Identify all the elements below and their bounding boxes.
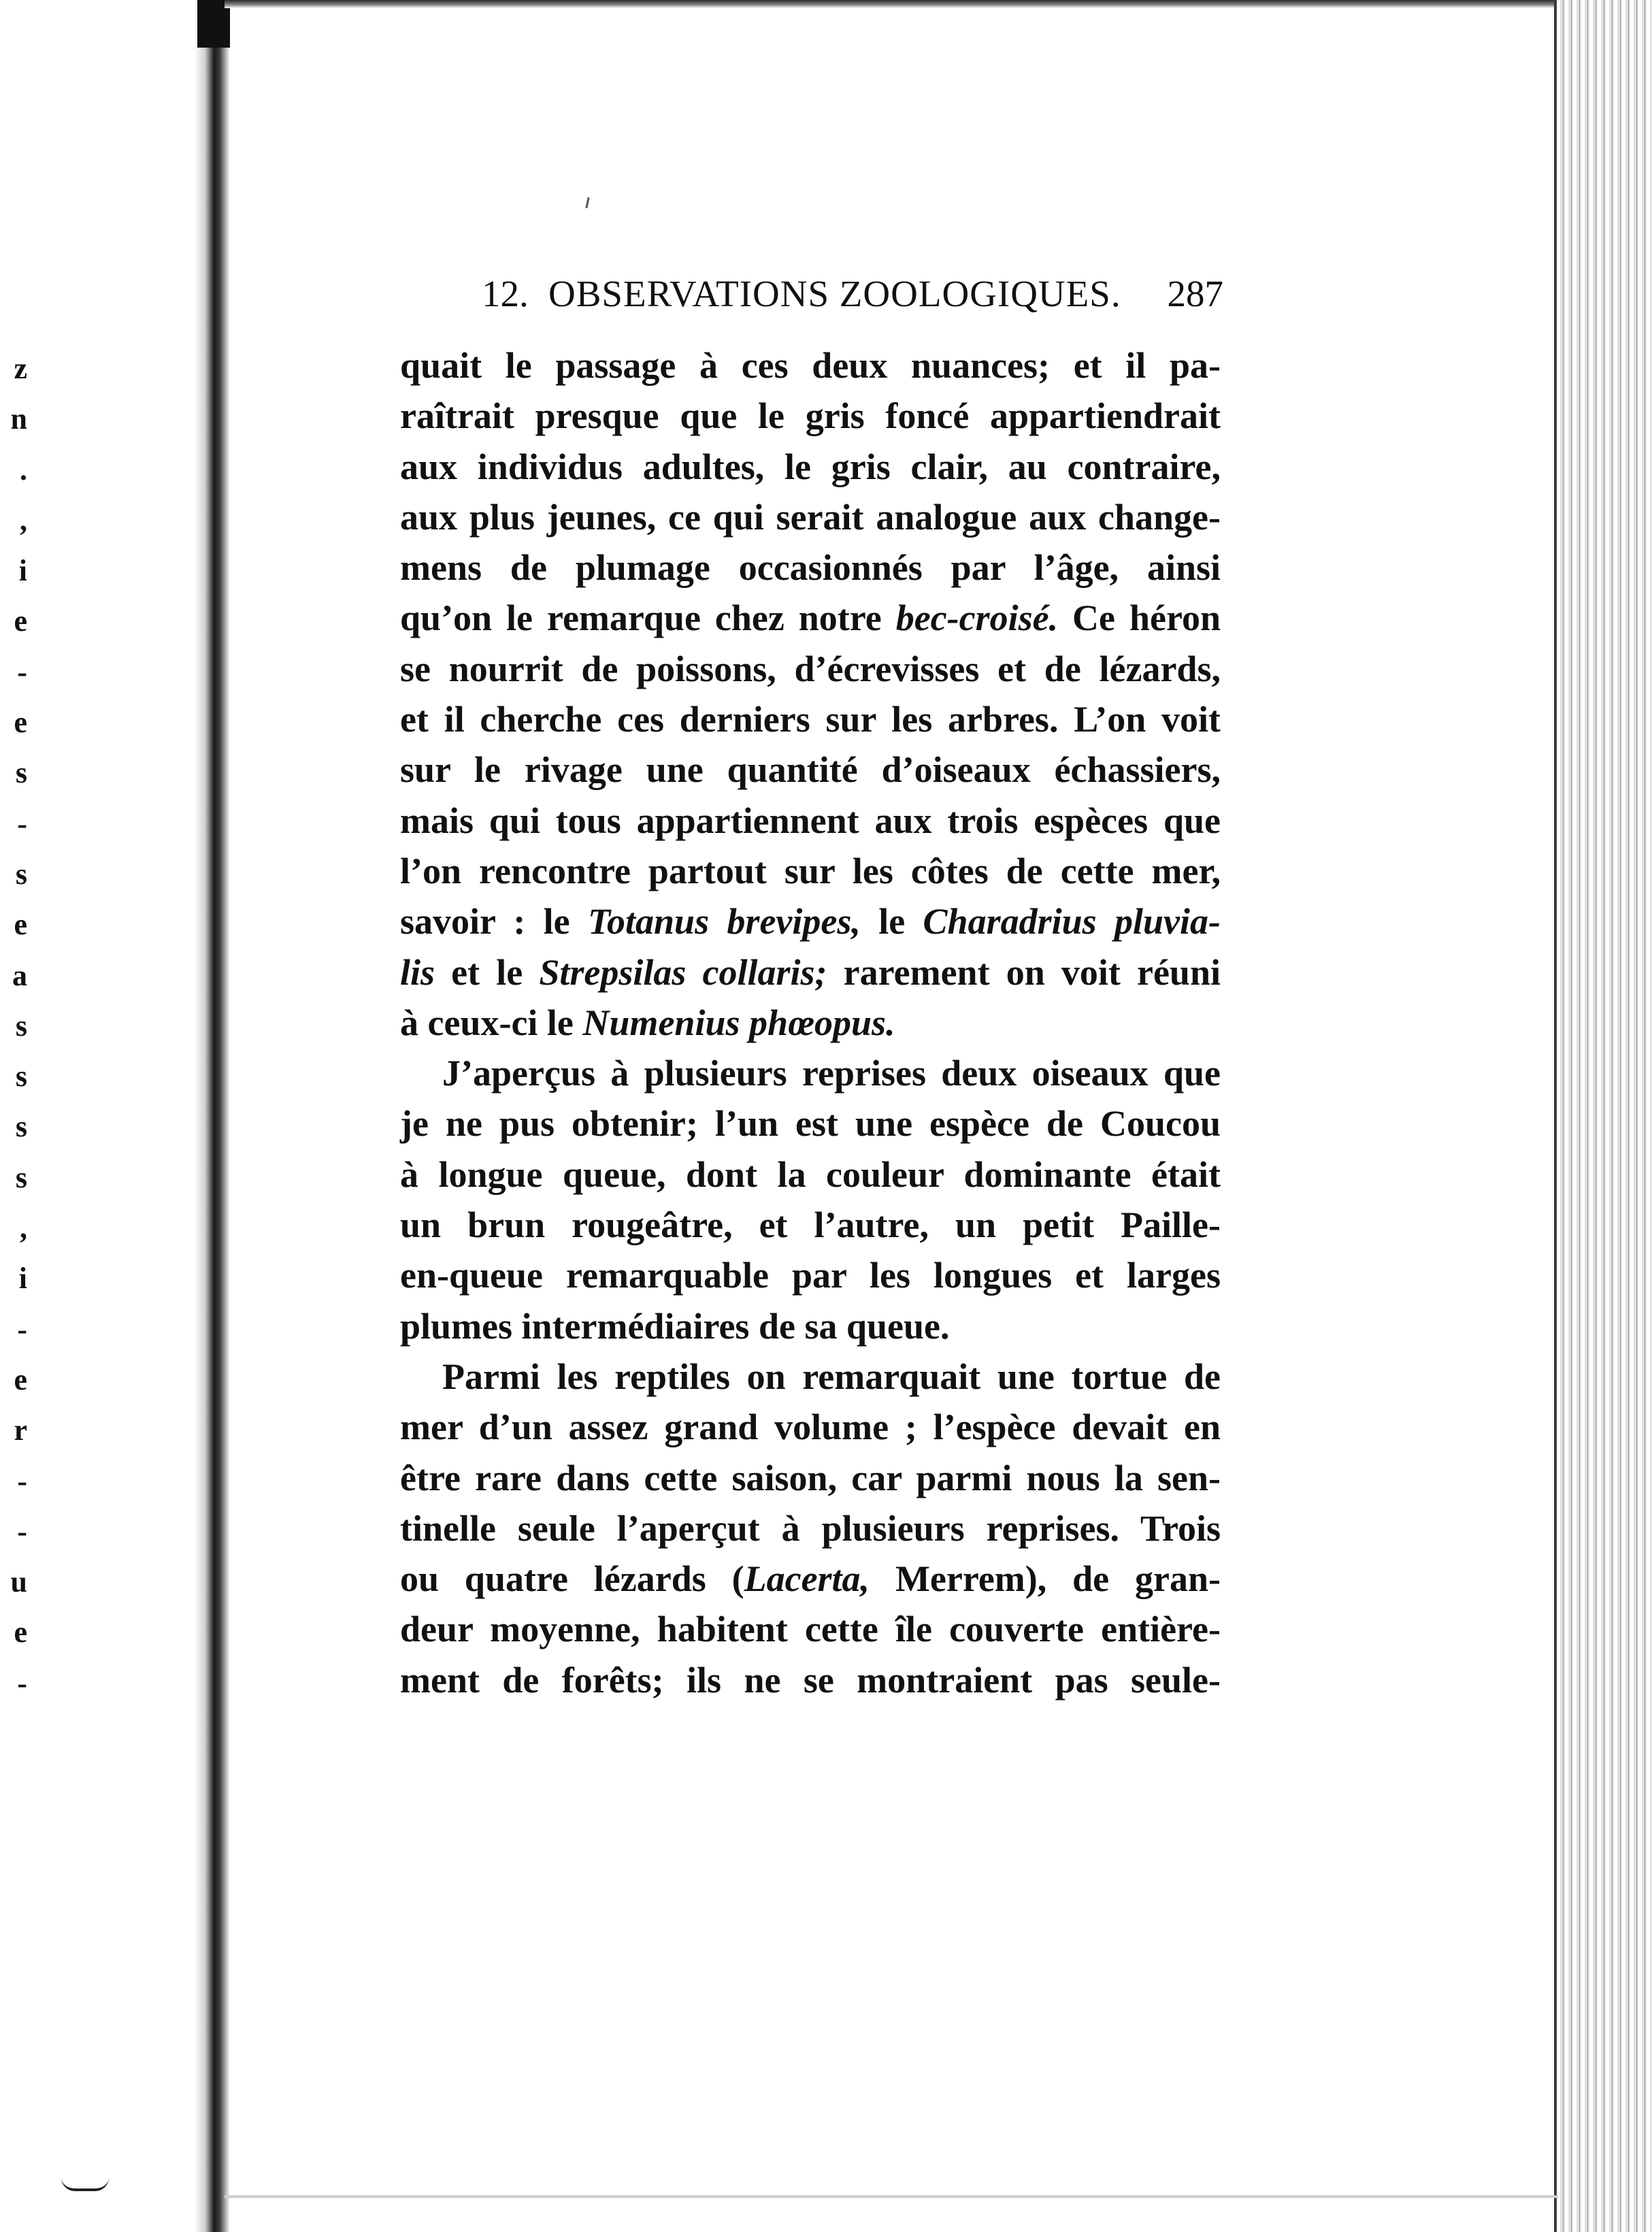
text-segment: Merrem), de gran- <box>870 1558 1221 1600</box>
italic-text: Charadrius pluvia- <box>923 901 1221 942</box>
text-segment: mais qui tous appartiennent aux trois espèces que <box>400 800 1221 841</box>
text-line <box>400 593 1221 643</box>
text-line <box>400 340 1221 391</box>
left-page-letter: s <box>15 857 27 891</box>
text-segment: rarement on voit réuni <box>827 951 1221 993</box>
text-line <box>400 1351 1221 1402</box>
italic-text: Totanus brevipes, <box>587 901 861 942</box>
text-segment: mens de plumage occasionnés par l’âge, ainsi <box>400 547 1221 589</box>
text-line <box>400 1453 1221 1503</box>
book-gutter-shadow <box>195 0 230 2232</box>
text-segment: à ceux-ci le <box>400 1002 583 1043</box>
left-page-letter: , <box>20 503 27 537</box>
italic-text: Numenius phœopus. <box>582 1002 895 1043</box>
text-segment: et il cherche ces derniers sur les arbres. L’on voit <box>400 699 1221 740</box>
left-page-margin-letters <box>0 344 27 1709</box>
italic-text: Lacerta, <box>744 1558 870 1600</box>
left-page-letter: z <box>14 352 27 385</box>
left-page-letter: - <box>17 1464 27 1498</box>
text-segment: je ne pus obtenir; l’un est une espèce de Coucou <box>400 1103 1221 1145</box>
text-line <box>400 1503 1221 1554</box>
left-page-letter: s <box>15 1110 27 1144</box>
left-page-letter: u <box>10 1565 27 1599</box>
text-line <box>400 391 1221 441</box>
text-segment: qu’on le remarque chez notre <box>400 597 896 639</box>
text-segment: à longue queue, dont la couleur dominante était <box>400 1153 1221 1195</box>
left-page-letter: e <box>14 706 27 740</box>
left-page-letter: - <box>17 655 27 689</box>
text-segment: tinelle seule l’aperçut à plusieurs reprises. Trois <box>400 1507 1221 1549</box>
text-segment: l’on rencontre partout sur les côtes de cette mer, <box>400 850 1221 891</box>
scan-mark <box>61 2178 109 2191</box>
left-page-letter: - <box>17 1312 27 1346</box>
text-line <box>400 1200 1221 1250</box>
text-segment: quait le passage à ces deux nuances; et il pa- <box>400 345 1221 386</box>
text-line <box>400 1402 1221 1452</box>
text-line <box>400 1250 1221 1300</box>
left-page-letter: e <box>14 604 27 638</box>
left-page-letter: - <box>17 1514 27 1548</box>
left-page-letter: - <box>17 806 27 840</box>
page-stack-edge <box>1557 0 1652 2232</box>
text-segment: Parmi les reptiles on remarquait une tortue de <box>442 1356 1221 1397</box>
text-segment: mer d’un assez grand volume ; l’espèce devait en <box>400 1407 1221 1448</box>
running-head <box>482 267 1223 321</box>
left-page-letter: i <box>18 1262 27 1296</box>
left-page-letter: s <box>15 1008 27 1043</box>
text-line <box>400 1098 1221 1149</box>
text-segment: deur moyenne, habitent cette île couverte entière- <box>400 1609 1221 1650</box>
text-line <box>400 644 1221 694</box>
text-segment: ment de forêts; ils ne se montraient pas seule- <box>400 1659 1221 1701</box>
left-page-letter: e <box>14 1362 27 1396</box>
chapter-title: OBSERVATIONS ZOOLOGIQUES. <box>548 273 1121 314</box>
page-number: 287 <box>1167 273 1223 314</box>
left-page-letter: - <box>17 1666 27 1700</box>
text-line <box>400 1554 1221 1604</box>
left-page-letter: n <box>10 402 27 436</box>
text-segment: Ce héron <box>1058 597 1221 639</box>
text-line <box>400 896 1221 947</box>
text-segment: se nourrit de poissons, d’écrevisses et de lézards, <box>400 648 1221 689</box>
text-segment: le <box>860 901 923 942</box>
text-line <box>400 947 1221 998</box>
body-text <box>400 340 1221 1705</box>
text-line <box>400 744 1221 795</box>
left-page-letter: , <box>20 1211 27 1245</box>
text-line <box>400 846 1221 896</box>
text-segment: savoir : le <box>400 901 588 942</box>
text-segment: sur le rivage une quantité d’oiseaux échassiers, <box>400 749 1221 791</box>
left-page-letter: s <box>15 1060 27 1094</box>
italic-text: lis <box>400 951 435 993</box>
text-segment: J’aperçus à plusieurs reprises deux oiseaux que <box>442 1053 1221 1094</box>
text-line <box>400 1149 1221 1200</box>
text-line <box>400 1301 1221 1351</box>
left-page-fragment <box>0 0 204 2232</box>
text-segment: un brun rougeâtre, et l’autre, un petit Paille- <box>400 1204 1221 1246</box>
text-segment: aux individus adultes, le gris clair, au contraire, <box>400 446 1221 487</box>
chapter-number: 12. <box>482 273 529 314</box>
text-line <box>400 442 1221 492</box>
left-page-letter: r <box>14 1413 27 1447</box>
text-line <box>400 1655 1221 1705</box>
left-page-letter: s <box>15 756 27 790</box>
text-line <box>400 542 1221 593</box>
text-segment: ou quatre lézards ( <box>400 1558 744 1600</box>
text-line <box>400 1048 1221 1098</box>
left-page-letter: . <box>20 453 27 487</box>
text-line <box>400 492 1221 542</box>
text-segment: en-queue remarquable par les longues et larges <box>400 1255 1221 1296</box>
text-segment: être rare dans cette saison, car parmi nous la sen- <box>400 1457 1221 1498</box>
italic-text: bec-croisé. <box>895 597 1059 639</box>
text-segment: plumes intermédiaires de sa queue. <box>400 1305 950 1347</box>
text-line <box>400 694 1221 744</box>
text-line <box>400 998 1221 1048</box>
left-page-letter: e <box>14 908 27 942</box>
page-top-edge <box>225 0 1558 8</box>
left-page-letter: i <box>18 554 27 588</box>
italic-text: Strepsilas collaris; <box>539 951 827 993</box>
left-page-letter: a <box>12 958 27 992</box>
left-page-letter: e <box>14 1615 27 1650</box>
ink-speck <box>585 197 589 208</box>
left-page-letter: s <box>15 1160 27 1194</box>
text-line <box>400 795 1221 846</box>
text-segment: raîtrait presque que le gris foncé appartiendrait <box>400 395 1221 437</box>
text-line <box>400 1604 1221 1654</box>
text-segment: aux plus jeunes, ce qui serait analogue aux change- <box>400 496 1221 538</box>
text-segment: et le <box>435 951 540 993</box>
page-bottom-edge <box>225 2195 1558 2198</box>
